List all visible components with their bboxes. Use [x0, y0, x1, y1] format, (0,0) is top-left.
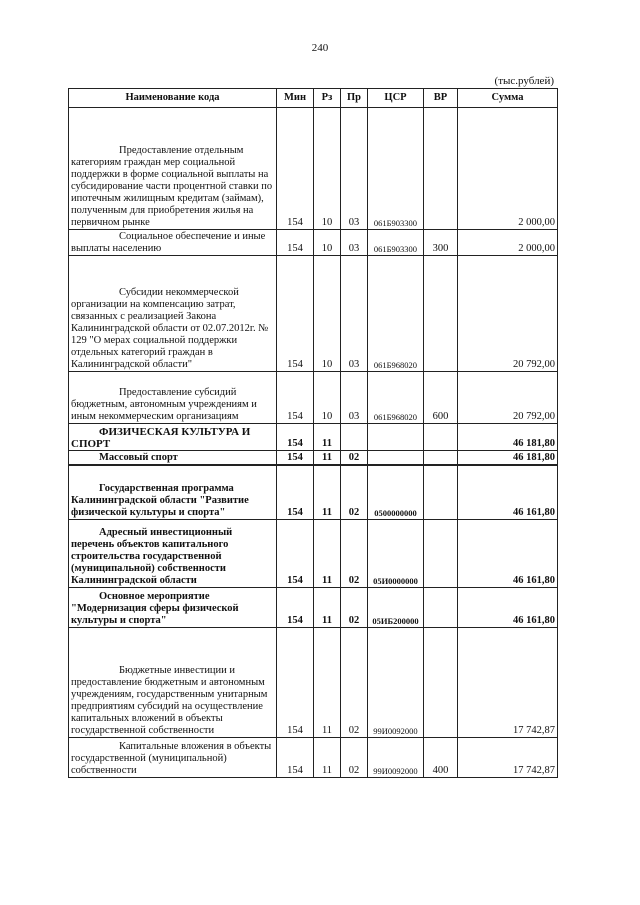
row-name: Адресный инвестиционный перечень объектов капитального строительства государственной (муниципальной) собственности Калининградской области — [71, 527, 233, 586]
table-row — [69, 451, 558, 465]
row-min: 154 — [277, 588, 314, 628]
row-min: 154 — [277, 738, 314, 778]
row-min: 154 — [277, 451, 314, 465]
row-pr: 03 — [341, 108, 368, 230]
row-csr: 061Б968020 — [368, 372, 424, 424]
row-name: Субсидии некоммерческой организации на компенсацию затрат, связанных с реализацией Закона Калининградской области от 02.07.2012г. № 129 "О мерах социальной поддержки отдельных категорий граждан в Калининградской области" — [71, 287, 269, 370]
row-csr — [368, 424, 424, 451]
row-name: Социальное обеспечение и иные выплаты населению — [71, 231, 266, 254]
row-sum: 2 000,00 — [458, 230, 558, 256]
row-rz: 10 — [314, 108, 341, 230]
row-sum: 20 792,00 — [458, 256, 558, 372]
row-sum: 46 181,80 — [458, 424, 558, 451]
row-rz: 10 — [314, 256, 341, 372]
row-csr: 05И0000000 — [368, 520, 424, 588]
table-row — [69, 230, 558, 256]
row-csr: 99И0092000 — [368, 628, 424, 738]
row-min: 154 — [277, 372, 314, 424]
row-rz: 11 — [314, 738, 341, 778]
row-sum: 20 792,00 — [458, 372, 558, 424]
row-rz: 10 — [314, 372, 341, 424]
row-csr: 061Б968020 — [368, 256, 424, 372]
row-min: 154 — [277, 256, 314, 372]
row-pr: 02 — [341, 628, 368, 738]
row-sum: 17 742,87 — [458, 738, 558, 778]
row-vr: 300 — [424, 230, 458, 256]
row-csr: 061Б903300 — [368, 230, 424, 256]
row-pr: 03 — [341, 230, 368, 256]
row-min: 154 — [277, 424, 314, 451]
row-name: Массовый спорт — [99, 451, 178, 463]
row-vr: 600 — [424, 372, 458, 424]
row-name: Предоставление субсидий бюджетным, автономным учреждениям и иным некоммерческим организациям — [71, 387, 257, 422]
row-vr — [424, 628, 458, 738]
row-rz: 11 — [314, 451, 341, 465]
row-rz: 11 — [314, 520, 341, 588]
row-pr: 02 — [341, 465, 368, 520]
row-vr — [424, 424, 458, 451]
row-csr: 061Б903300 — [368, 108, 424, 230]
row-pr: 03 — [341, 256, 368, 372]
table-row — [69, 256, 558, 372]
table-row — [69, 108, 558, 230]
table-row — [69, 465, 558, 520]
row-name: Предоставление отдельным категориям граждан мер социальной поддержки в форме социальной выплаты на субсидирование части процентной ставки по ипотечным жилищным кредитам (займам), полученным для приобретения жилья на первичном рынке — [71, 145, 273, 228]
row-pr: 02 — [341, 520, 368, 588]
table-row — [69, 588, 558, 628]
row-min: 154 — [277, 628, 314, 738]
row-csr: 05ИБ200000 — [368, 588, 424, 628]
row-rz: 11 — [314, 588, 341, 628]
row-sum: 46 161,80 — [458, 465, 558, 520]
table-row — [69, 372, 558, 424]
row-pr: 02 — [341, 588, 368, 628]
row-rz: 11 — [314, 465, 341, 520]
row-sum: 46 161,80 — [458, 520, 558, 588]
row-sum: 46 161,80 — [458, 588, 558, 628]
row-rz: 11 — [314, 424, 341, 451]
row-min: 154 — [277, 465, 314, 520]
row-pr: 02 — [341, 738, 368, 778]
row-rz: 10 — [314, 230, 341, 256]
budget-table — [68, 88, 558, 778]
table-row — [69, 520, 558, 588]
row-vr — [424, 465, 458, 520]
table-row — [69, 424, 558, 451]
header-sum: Сумма — [458, 89, 558, 108]
row-vr: 400 — [424, 738, 458, 778]
row-csr — [368, 451, 424, 465]
header-name: Наименование кода — [69, 89, 277, 108]
header-vr: ВР — [424, 89, 458, 108]
row-pr: 02 — [341, 451, 368, 465]
header-row — [69, 89, 558, 108]
table-row — [69, 738, 558, 778]
row-sum: 46 181,80 — [458, 451, 558, 465]
header-pr: Пр — [341, 89, 368, 108]
row-sum: 2 000,00 — [458, 108, 558, 230]
row-vr — [424, 520, 458, 588]
row-vr — [424, 108, 458, 230]
row-name: ФИЗИЧЕСКАЯ КУЛЬТУРА И СПОРТ — [71, 426, 251, 450]
header-rz: Рз — [314, 89, 341, 108]
row-sum: 17 742,87 — [458, 628, 558, 738]
row-name: Государственная программа Калининградской области "Развитие физической культуры и спорта" — [71, 483, 249, 518]
row-pr — [341, 424, 368, 451]
row-csr: 99И0092000 — [368, 738, 424, 778]
row-vr — [424, 588, 458, 628]
units-label: (тыс.рублей) — [494, 75, 554, 87]
header-csr: ЦСР — [368, 89, 424, 108]
row-name: Основное мероприятие "Модернизация сферы физической культуры и спорта" — [71, 591, 239, 626]
header-min: Мин — [277, 89, 314, 108]
row-min: 154 — [277, 108, 314, 230]
row-pr: 03 — [341, 372, 368, 424]
table-row — [69, 628, 558, 738]
row-vr — [424, 451, 458, 465]
row-vr — [424, 256, 458, 372]
row-csr: 0500000000 — [368, 465, 424, 520]
row-min: 154 — [277, 230, 314, 256]
row-rz: 11 — [314, 628, 341, 738]
row-name: Бюджетные инвестиции и предоставление бюджетным и автономным учреждениям, государственным унитарным предприятиям субсидий на осуществление капитальных вложений в объекты государственной собственности — [71, 665, 268, 736]
row-min: 154 — [277, 520, 314, 588]
page-number: 240 — [311, 42, 329, 54]
row-name: Капитальные вложения в объекты государственной (муниципальной) собственности — [71, 741, 272, 776]
